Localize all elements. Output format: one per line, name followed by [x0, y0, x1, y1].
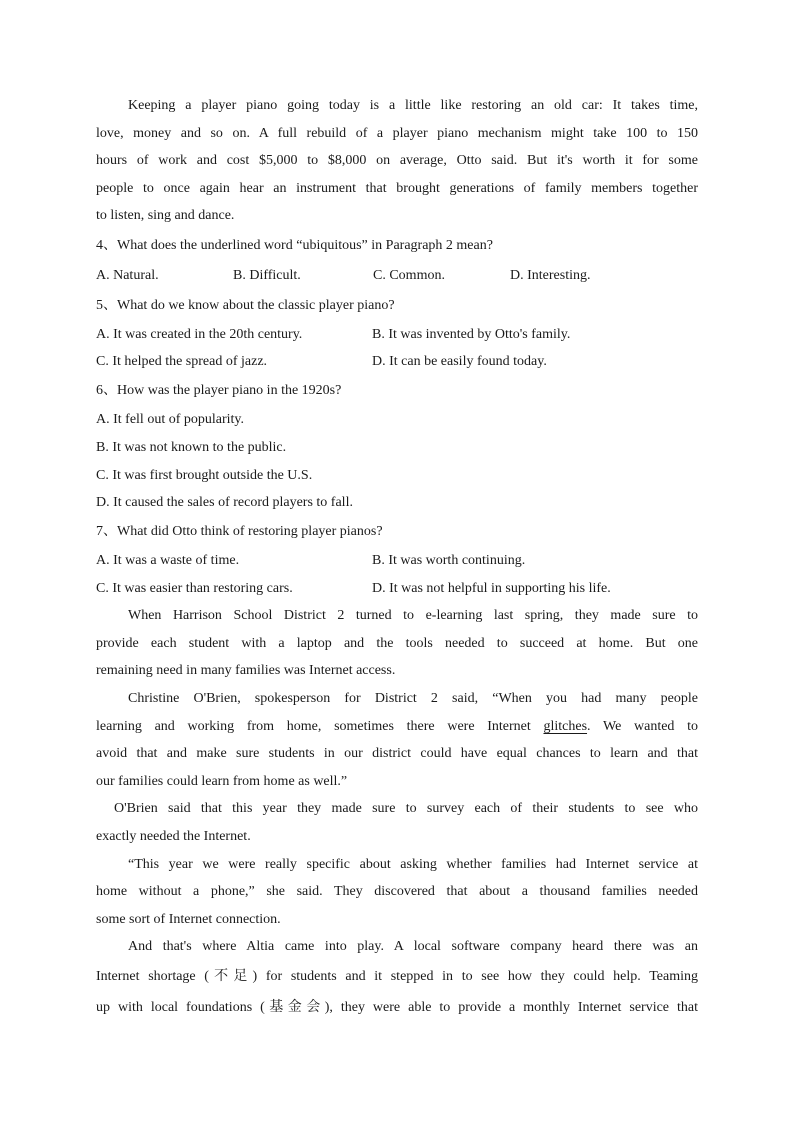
option-a[interactable]: A. It was a waste of time.	[96, 553, 240, 569]
text-line: avoid that and make sure students in our district could have equal chances to learn and that	[96, 746, 698, 762]
text-line: home without a phone,” she said. They discovered that about a thousand families needed	[96, 884, 698, 900]
question-5	[96, 291, 698, 376]
question-4	[96, 231, 698, 291]
option-d[interactable]: D. It was not helpful in supporting his life.	[372, 580, 611, 596]
option-b[interactable]: B. It was invented by Otto's family.	[372, 326, 571, 342]
question-stem: 6、How was the player piano in the 1920s?	[96, 382, 342, 398]
text-segment: learning and working from home, sometimes there were Internet	[96, 718, 544, 734]
question-options	[96, 321, 698, 349]
option-a[interactable]: A. Natural.	[96, 267, 159, 283]
passage-paragraph	[96, 795, 698, 850]
passage-paragraph	[96, 602, 698, 685]
passage-paragraph	[96, 851, 698, 934]
text-line: to listen, sing and dance.	[96, 208, 235, 224]
option-b[interactable]: B. It was worth continuing.	[372, 553, 526, 569]
question-7	[96, 517, 698, 602]
question-6	[96, 376, 698, 517]
text-line: Christine O'Brien, spokesperson for District 2 said, “When you had many people	[128, 690, 698, 706]
text-line: When Harrison School District 2 turned to e-learning last spring, they made sure to	[128, 608, 698, 624]
option-d[interactable]: D. It can be easily found today.	[372, 354, 547, 370]
option-b[interactable]: B. It was not known to the public.	[96, 439, 287, 455]
text-line: And that's where Altia came into play. A local software company heard there was an	[128, 939, 698, 955]
text-line: remaining need in many families was Internet access.	[96, 663, 396, 679]
text-line: people to once again hear an instrument that brought generations of family members together	[96, 180, 698, 196]
option-a[interactable]: A. It fell out of popularity.	[96, 411, 245, 427]
passage-paragraph	[96, 92, 698, 230]
text-line	[96, 713, 698, 741]
option-d[interactable]: D. Interesting.	[510, 267, 591, 283]
option-c[interactable]: C. It was first brought outside the U.S.	[96, 467, 313, 483]
text-line: provide each student with a laptop and the tools needed to succeed at home. But one	[96, 635, 698, 651]
document-page	[96, 92, 698, 1023]
option-c[interactable]: C. Common.	[373, 267, 445, 283]
text-line: Keeping a player piano going today is a little like restoring an old car: It takes time,	[128, 98, 698, 113]
text-line: our families could learn from home as well.”	[96, 773, 348, 789]
text-line: up with local foundations (基金会), they were able to provide a monthly Internet service that	[96, 999, 698, 1015]
option-c[interactable]: C. It helped the spread of jazz.	[96, 354, 268, 370]
text-line: Internet shortage (不足) for students and it stepped in to see how they could help. Teaming	[96, 968, 698, 984]
passage-paragraph	[96, 685, 698, 795]
text-line: some sort of Internet connection.	[96, 911, 281, 927]
question-stem: 4、What does the underlined word “ubiquitous” in Paragraph 2 mean?	[96, 237, 493, 253]
question-options	[96, 348, 698, 376]
text-line: “This year we were really specific about asking whether families had Internet service at	[128, 856, 698, 872]
question-options	[96, 575, 698, 603]
text-line: O'Brien said that this year they made sure to survey each of their students to see who	[114, 801, 698, 817]
option-a[interactable]: A. It was created in the 20th century.	[96, 326, 303, 342]
question-options	[96, 261, 698, 291]
option-d[interactable]: D. It caused the sales of record players to fall.	[96, 495, 353, 511]
text-line: hours of work and cost $5,000 to $8,000 on average, Otto said. But it's worth it for some	[96, 153, 698, 169]
question-stem: 7、What did Otto think of restoring player pianos?	[96, 524, 383, 540]
question-options	[96, 547, 698, 575]
option-b[interactable]: B. Difficult.	[233, 267, 301, 283]
underlined-word: glitches	[543, 718, 588, 734]
text-line: exactly needed the Internet.	[96, 828, 251, 844]
passage-paragraph	[96, 933, 698, 1023]
question-stem: 5、What do we know about the classic player piano?	[96, 297, 395, 313]
text-segment: . We wanted to	[587, 718, 699, 734]
text-line: love, money and so on. A full rebuild of a player piano mechanism might take 100 to 150	[96, 125, 698, 141]
option-c[interactable]: C. It was easier than restoring cars.	[96, 580, 293, 596]
